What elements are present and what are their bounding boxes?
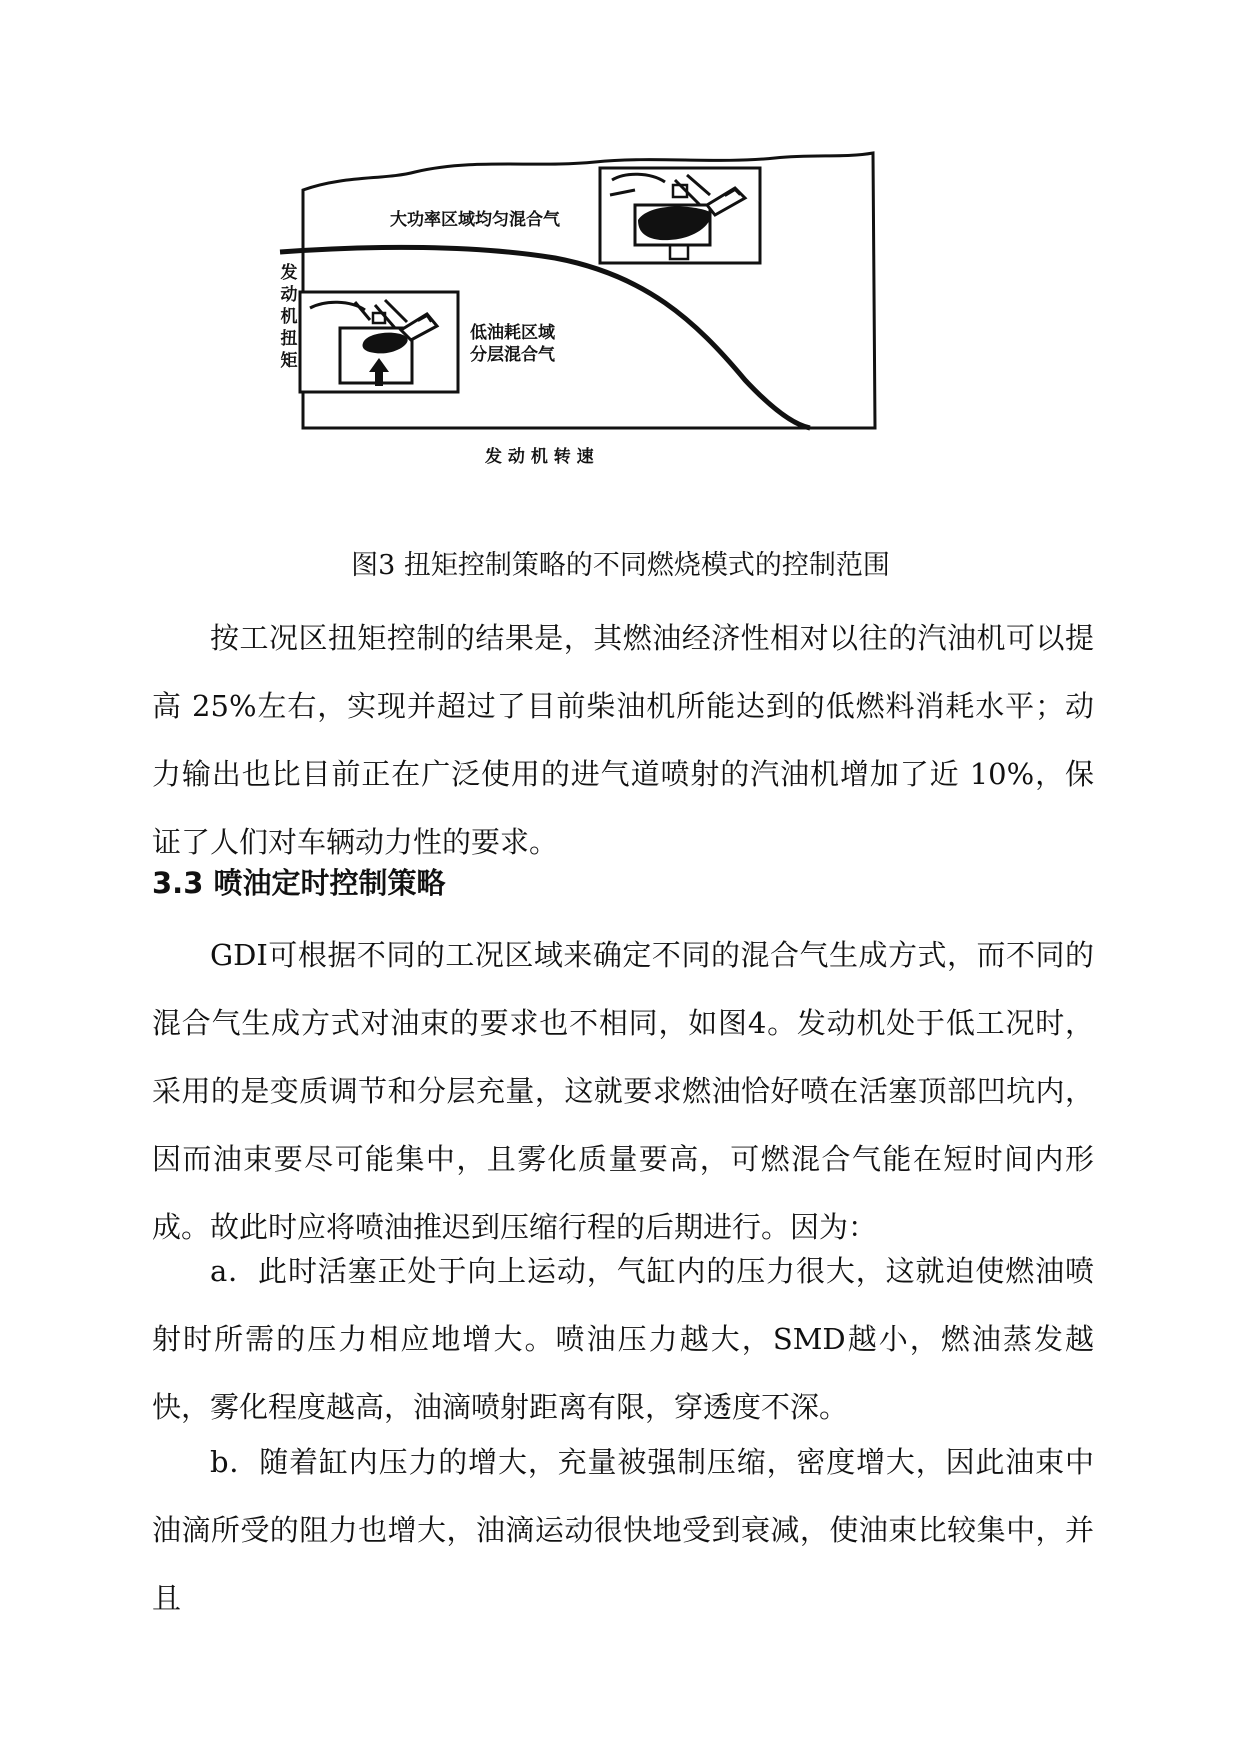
region-high-label: 大功率区域均匀混合气 [390, 210, 560, 230]
y-axis-label: 发动机扭矩 [280, 263, 298, 371]
paragraph-2: GDI可根据不同的工况区域来确定不同的混合气生成方式，而不同的混合气生成方式对油束的要求也不相同，如图4。发动机处于低工况时，采用的是变质调节和分层充量，这就要求燃油恰好喷在活塞顶部凹坑内，因而油束要尽可能集中，且雾化质量要高，可燃混合气能在短时间内形成。故此时应将喷油推迟到压缩行程的后期进行。因为： [152, 938, 1094, 1244]
section-heading: 3.3 喷油定时控制策略 [152, 866, 446, 900]
x-axis-label: 发 动 机 转 速 [485, 447, 594, 467]
torque-control-figure [255, 150, 895, 530]
figure-caption: 图3 扭矩控制策略的不同燃烧模式的控制范围 [351, 550, 890, 581]
paragraph-b: b．随着缸内压力的增大，充量被强制压缩，密度增大，因此油束中油滴所受的阻力也增大，油滴运动很快地受到衰减，使油束比较集中，并且 [152, 1445, 1094, 1615]
region-low-label-1: 低油耗区域 [470, 323, 555, 343]
paragraph-1: 按工况区扭矩控制的结果是，其燃油经济性相对以往的汽油机可以提高 25%左右，实现并超过了目前柴油机所能达到的低燃料消耗水平；动力输出也比目前正在广泛使用的进气道喷射的汽油机增加了近 10%，保证了人们对车辆动力性的要求。 [152, 621, 1094, 859]
stratified-inset [300, 292, 458, 392]
homogeneous-inset [600, 168, 760, 263]
region-low-label-2: 分层混合气 [470, 345, 555, 365]
figure-graphic [255, 150, 895, 530]
paragraph-a: a．此时活塞正处于向上运动，气缸内的压力很大，这就迫使燃油喷射时所需的压力相应地增大。喷油压力越大，SMD越小，燃油蒸发越快，雾化程度越高，油滴喷射距离有限，穿透度不深。 [152, 1254, 1094, 1424]
